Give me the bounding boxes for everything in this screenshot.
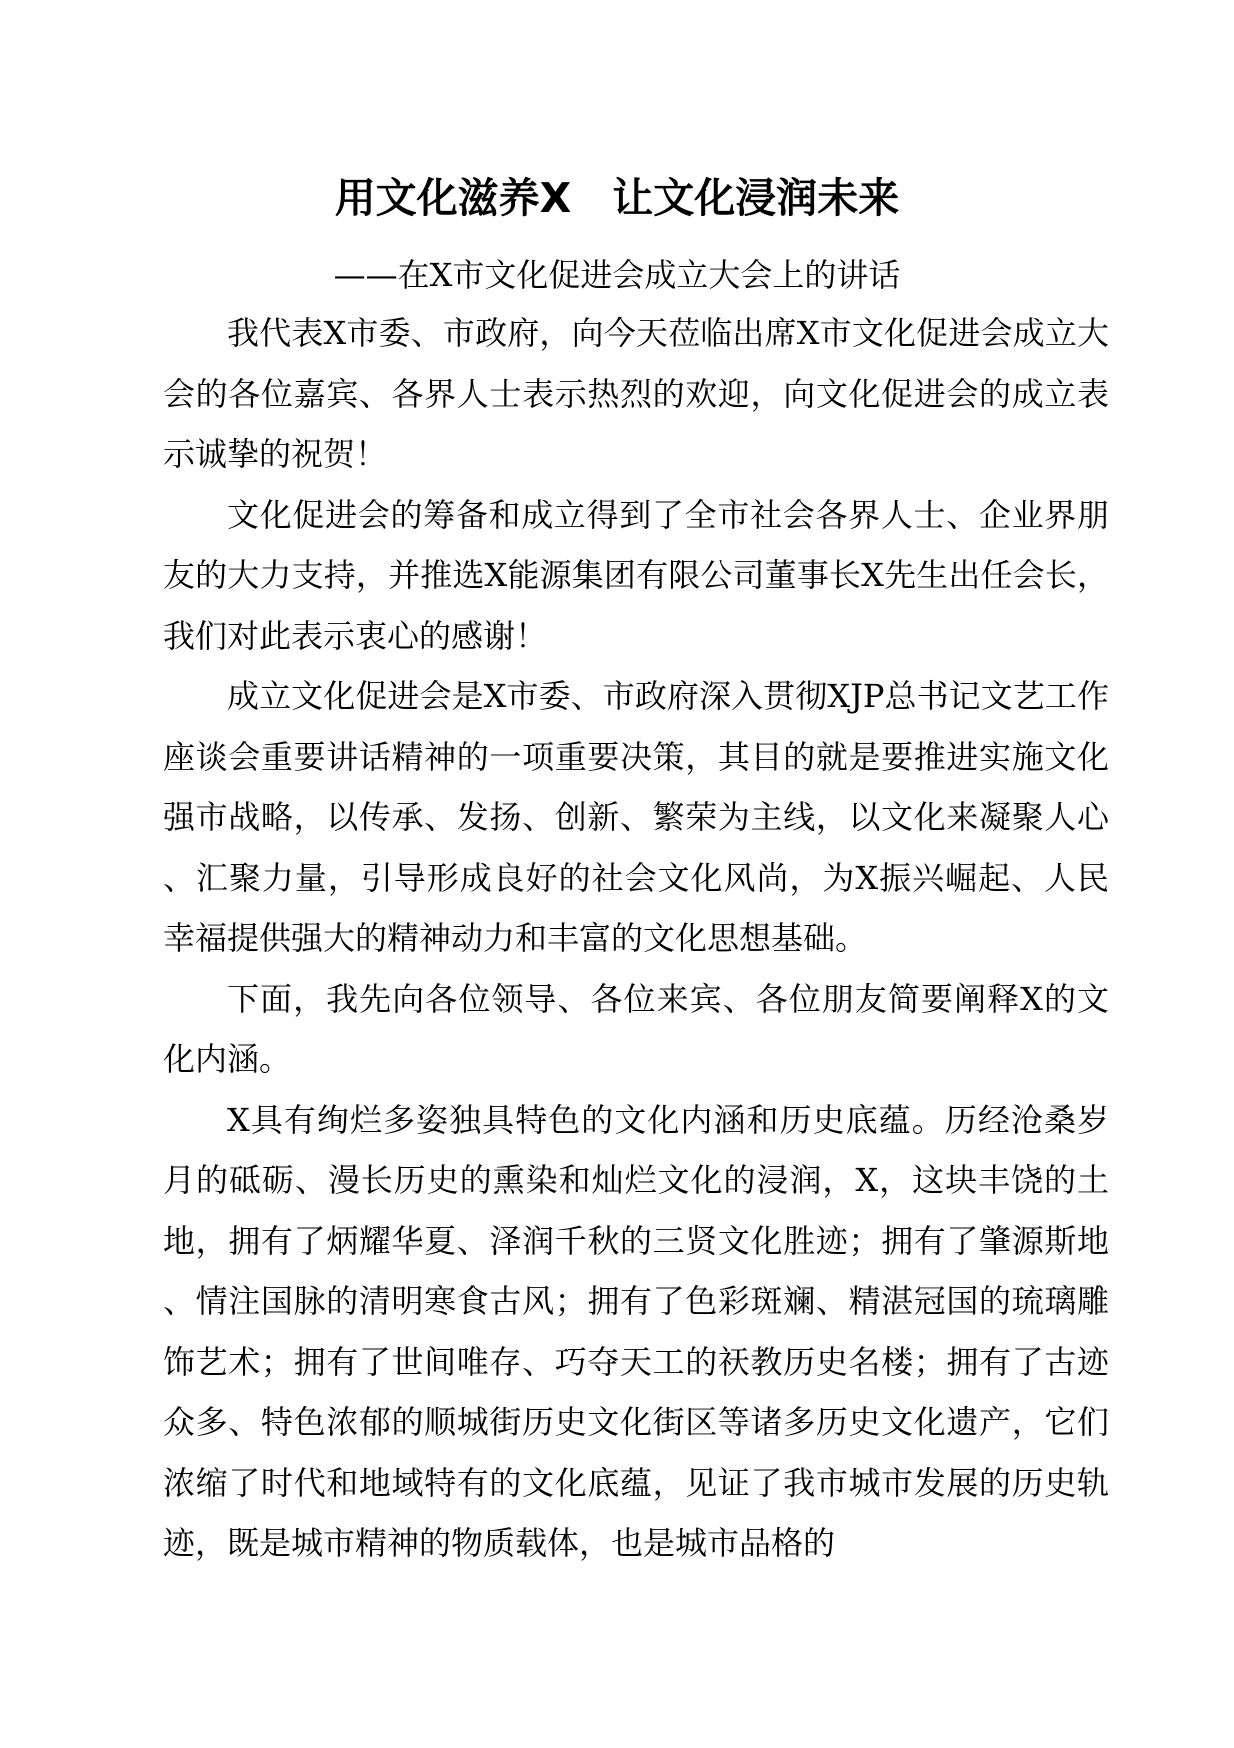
paragraph: 成立文化促进会是X市委、市政府深入贯彻XJP总书记文艺工作座谈会重要讲话精神的一项重要决策，其目的就是要推进实施文化强市战略，以传承、发扬、创新、繁荣为主线，以文化来凝聚人心、汇聚力量，引导形成良好的社会文化风尚，为X振兴崛起、人民幸福提供强大的精神动力和丰富的文化思想基础。 bbox=[163, 677, 1109, 957]
paragraph: X具有绚烂多姿独具特色的文化内涵和历史底蕴。历经沧桑岁月的砥砺、漫长历史的熏染和灿烂文化的浸润，X，这块丰饶的土地，拥有了炳耀华夏、泽润千秋的三贤文化胜迹；拥有了肇源斯地、情注国脉的清明寒食古风；拥有了色彩斑斓、精湛冠国的琉璃雕饰艺术；拥有了世间唯存、巧夺天工的祆教历史名楼；拥有了古迹众多、特色浓郁的顺城街历史文化街区等诸多历史文化遗产，它们浓缩了时代和地域特有的文化底蕴，见证了我市城市发展的历史轨迹，既是城市精神的物质载体，也是城市品格的 bbox=[163, 1100, 1109, 1562]
document-title: 用文化滋养X 让文化浸润未来 bbox=[334, 174, 900, 222]
paragraph: 下面，我先向各位领导、各位来宾、各位朋友简要阐释X的文化内涵。 bbox=[163, 979, 1109, 1078]
paragraph: 我代表X市委、市政府，向今天莅临出席X市文化促进会成立大会的各位嘉宾、各界人士表示热烈的欢迎，向文化促进会的成立表示诚挚的祝贺！ bbox=[163, 314, 1109, 473]
document-subtitle: ——在X市文化促进会成立大会上的讲话 bbox=[333, 256, 901, 294]
document-body bbox=[163, 303, 1109, 1574]
paragraph: 文化促进会的筹备和成立得到了全市社会各界人士、企业界朋友的大力支持，并推选X能源集团有限公司董事长X先生出任会长，我们对此表示衷心的感谢！ bbox=[163, 495, 1109, 655]
